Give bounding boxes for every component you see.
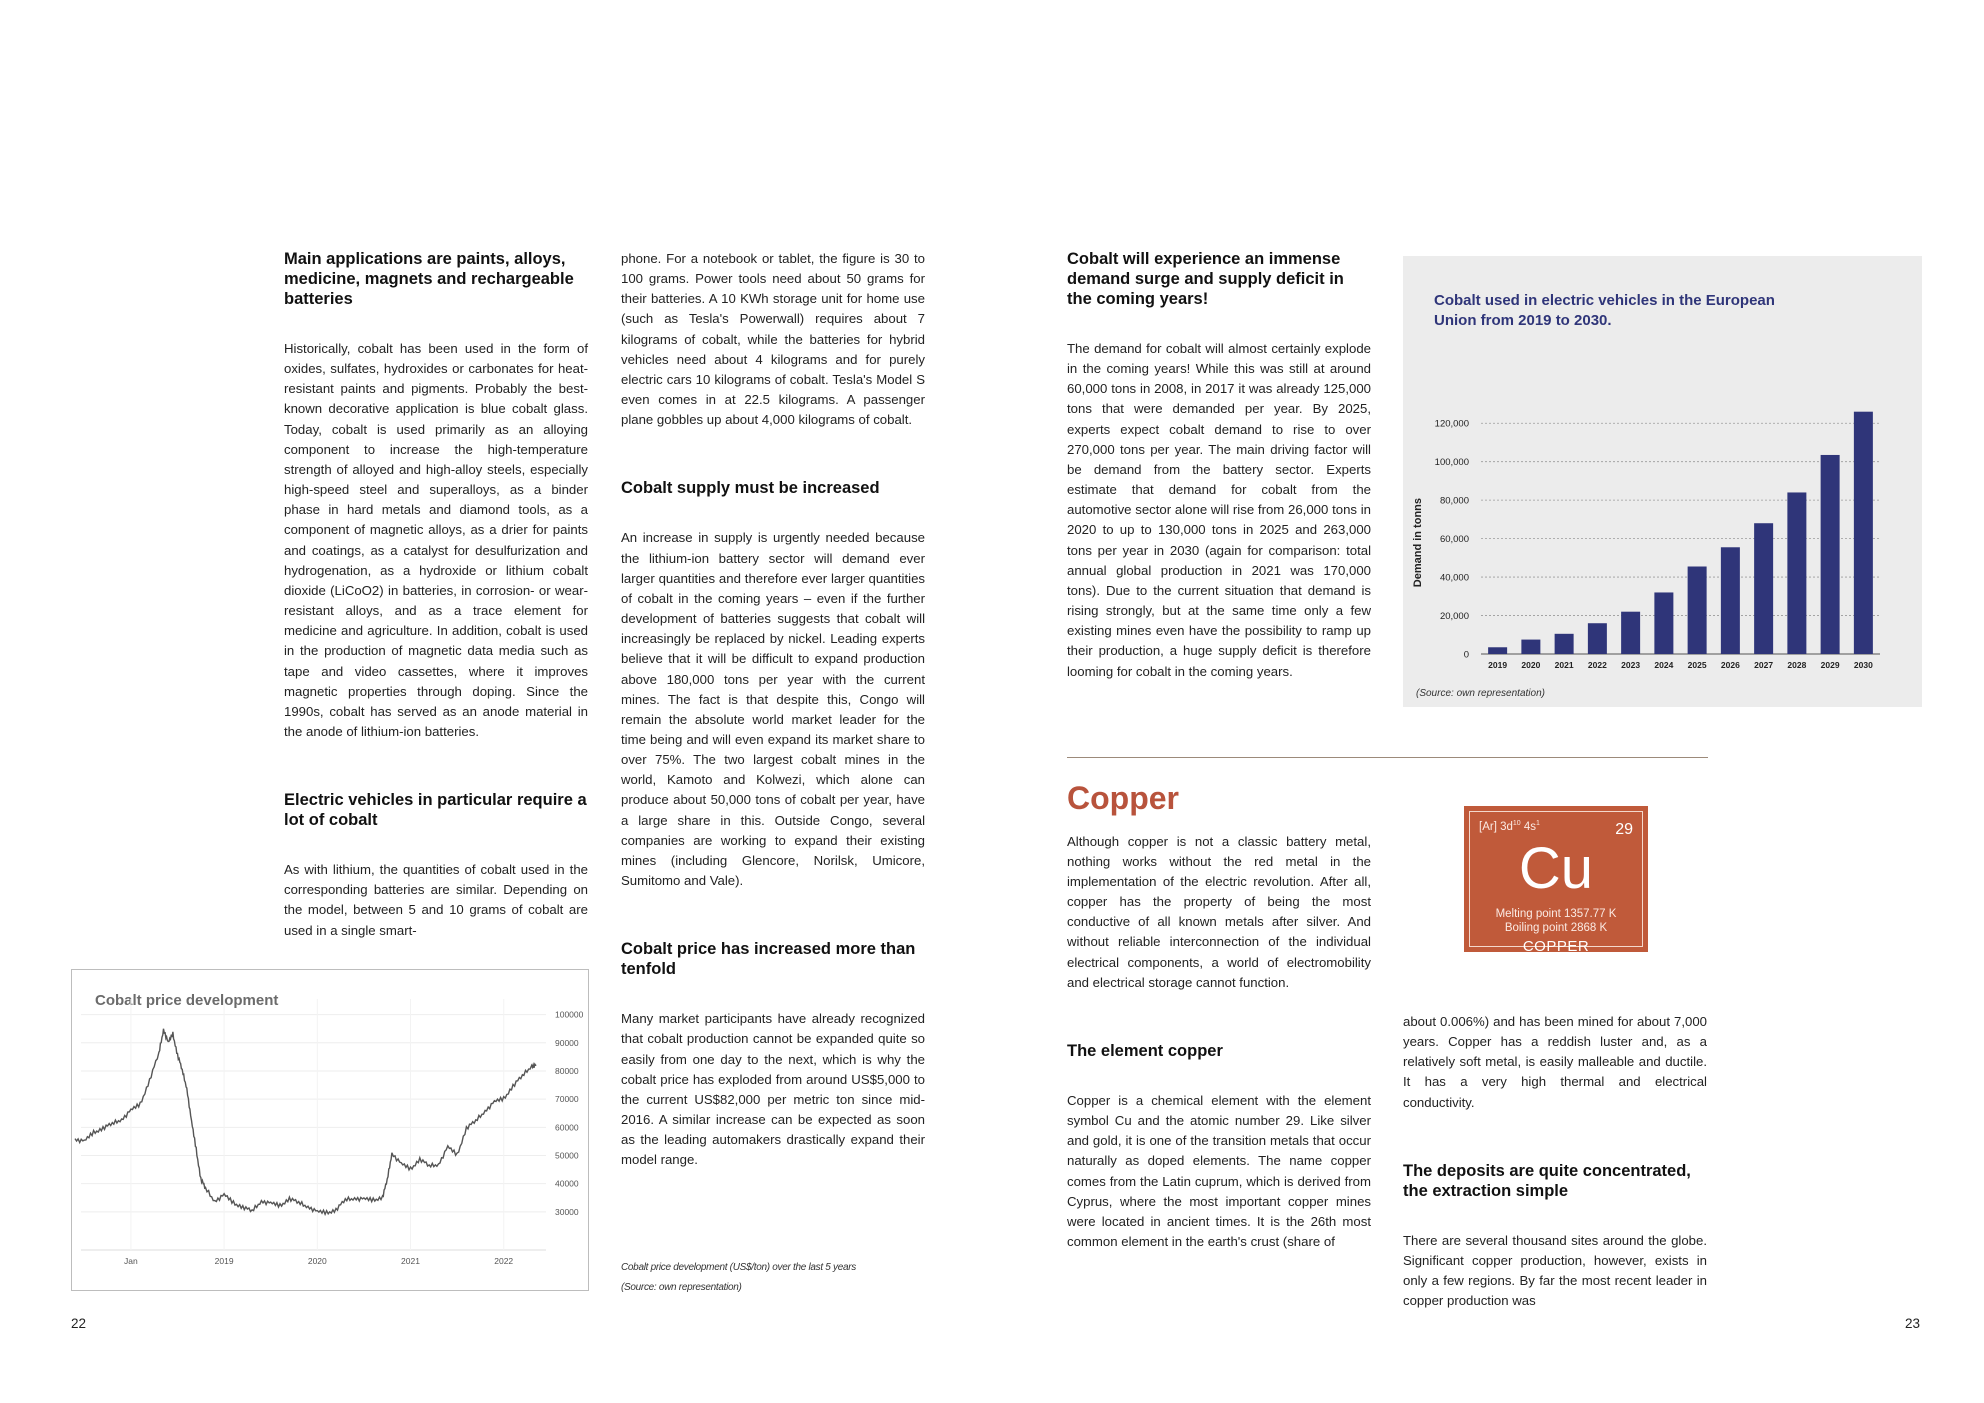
demand-ytick-label: 100,000 — [1434, 457, 1469, 469]
price-ytick-label: 40000 — [555, 1178, 579, 1189]
demand-ytick-label: 120,000 — [1434, 418, 1469, 430]
demand-xtick-label: 2025 — [1687, 660, 1707, 670]
demand-ytick-label: 40,000 — [1439, 572, 1469, 584]
page-number-right: 23 — [1905, 1316, 1921, 1331]
demand-xtick-label: 2030 — [1853, 660, 1873, 670]
demand-bar — [1821, 455, 1840, 654]
demand-bar — [1488, 647, 1507, 654]
section-divider — [1067, 757, 1708, 758]
heading-cobalt-supply: Cobalt supply must be increased — [621, 479, 880, 498]
paragraph-copper-properties: about 0.006%) and has been mined for about 7,000 years. Copper has a reddish luster and, as a relatively soft metal, is easily malleable and ductile. It has a very high thermal and electrical conductivity. — [1403, 1014, 1707, 1110]
demand-xtick-label: 2020 — [1521, 660, 1541, 670]
price-ytick-label: 100000 — [555, 1009, 584, 1020]
demand-bar — [1555, 634, 1574, 654]
price-chart-caption-line1: Cobalt price development (US$/ton) over the last 5 years — [621, 1262, 856, 1273]
atomic-number: 29 — [1615, 821, 1633, 838]
demand-chart-ylabel: Demand in tonns — [1412, 497, 1424, 588]
price-chart-title: Cobalt price development — [95, 992, 279, 1009]
heading-element-copper: The element copper — [1067, 1041, 1223, 1060]
demand-bar — [1854, 412, 1873, 654]
demand-bar — [1721, 547, 1740, 654]
paragraph-applications: Historically, cobalt has been used in the form of oxides, sulfates, hydroxides or carbonates for heat-resistant paints and pigments. Probably the best-known decorative application is blue cobalt glass. Today, cobalt is used primarily as an alloying component to increase the high-temperature strength of alloyed and high-alloy steels, especially high-speed steel and superalloys, as a binder phase in hard metals and diamond tools, as a component of magnetic alloys, as a drier for paints and coatings, as a catalyst for desulfurization and hydrogenation, as a hydroxide or lithium cobalt dioxide (LiCoO2) in batteries, in corrosion- or wear-resistant alloys, and as a trace element for medicine and agriculture. In addition, cobalt is used in the production of magnetic data media such as tape and video cassettes, where it improves magnetic properties through doping. Since the 1990s, cobalt has served as an anode material in the anode of lithium-ion batteries. — [284, 341, 588, 739]
demand-xtick-label: 2028 — [1787, 660, 1807, 670]
element-name: COPPER — [1522, 938, 1590, 955]
demand-bar — [1621, 612, 1640, 654]
column-4 — [1403, 1012, 1707, 1311]
demand-xtick-label: 2019 — [1488, 660, 1508, 670]
column-2 — [621, 249, 925, 1170]
price-xtick-label: 2019 — [214, 1256, 234, 1266]
price-ytick-label: 60000 — [555, 1122, 579, 1133]
demand-ytick-label: 60,000 — [1439, 534, 1469, 546]
demand-xtick-label: 2023 — [1621, 660, 1641, 670]
paragraph-element-copper: Copper is a chemical element with the element symbol Cu and the atomic number 29. Like silver and gold, it is one of the transition metals that occur naturally as doped elements. The name copper comes from the Latin cuprum, which is derived from Cyprus, where the most important copper mines were located in ancient times. It is the 26th most common element in the earth's crust (share of — [1067, 1092, 1371, 1249]
demand-bar — [1521, 640, 1540, 654]
page-number-left: 22 — [71, 1316, 87, 1331]
price-ytick-label: 50000 — [555, 1150, 579, 1161]
demand-xtick-label: 2022 — [1587, 660, 1607, 670]
heading-cobalt-price: Cobalt price has increased more than tenfold — [621, 940, 916, 979]
electron-configuration: [Ar] $3d^{10}$ $4s^1$ — [1479, 820, 1540, 833]
demand-ytick-label: 0 — [1463, 649, 1469, 661]
demand-bar — [1787, 492, 1806, 654]
price-chart-frame — [72, 970, 589, 1291]
demand-ytick-label: 20,000 — [1439, 611, 1469, 623]
price-ytick-label: 30000 — [555, 1206, 579, 1217]
price-xtick-label: Jan — [124, 1256, 138, 1266]
paragraph-cobalt-supply: An increase in supply is urgently needed because the lithium-ion battery sector will demand ever larger quantities and therefore ever larger quantities of cobalt in the coming years – even if the further development of batteries suggests that cobalt will increasingly be replaced by nickel. Leading experts believe that it will be difficult to expand production above 180,000 tons per year with the current mines. The fact is that despite this, Congo will remain the absolute world market leader for the time being and will even expand its market share to over 75%. The two largest cobalt mines in the world, Kamoto and Kolwezi, which alone can produce about 50,000 tons of cobalt per year, have a large share in this. Outside Congo, several companies are working to expand their existing mines (including Glencore, Norilsk, Umicore, Sumitomo and Vale). — [621, 530, 925, 889]
demand-bar — [1688, 567, 1707, 655]
price-chart-caption-line2: (Source: own representation) — [621, 1282, 742, 1293]
cobalt-price-chart-svg — [71, 969, 589, 1291]
demand-xtick-label: 2021 — [1554, 660, 1574, 670]
column-1 — [284, 249, 588, 941]
demand-bar — [1654, 592, 1673, 654]
paragraph-electric-vehicles: As with lithium, the quantities of cobalt used in the corresponding batteries are similar. Depending on the model, between 5 and 10 grams of cobalt are used in a single smart- — [284, 862, 588, 938]
melting-point: Melting point 1357.77 K — [1495, 908, 1617, 920]
price-ytick-label: 70000 — [555, 1094, 579, 1105]
heading-main-applications: Main applications are paints, alloys, medicine, magnets and rechargeable batteries — [284, 250, 574, 308]
paragraph-cobalt-quantities: phone. For a notebook or tablet, the figure is 30 to 100 grams. Power tools need about 50 grams for their batteries. A 10 KWh storage unit for home use (such as Tesla's Powerwall) requires about 7 kilograms of cobalt, while the batteries for hybrid vehicles need about 4 kilograms and for purely electric cars 10 kilograms of cobalt. Tesla's Model S even comes in at 22.5 kilograms. A passenger plane gobbles up about 4,000 kilograms of cobalt. — [621, 251, 925, 428]
price-xtick-label: 2021 — [401, 1256, 420, 1266]
copper-element-card — [1464, 806, 1648, 955]
heading-electric-vehicles: Electric vehicles in particular require a lot of cobalt — [284, 791, 587, 830]
demand-bar — [1588, 623, 1607, 654]
cobalt-price-chart — [71, 969, 589, 1291]
demand-chart-title-line2: Union from 2019 to 2030. — [1434, 312, 1612, 329]
paragraph-demand-surge: The demand for cobalt will almost certainly explode in the coming years! While this was still at around 60,000 tons in 2008, in 2017 it was already 125,000 tons that were demanded per year. By 2025, experts expect cobalt demand to rise to over 270,000 tons per year. The main driving factor will be demand from the battery sector. Experts estimate that demand for cobalt from the automotive sector alone will rise from 26,000 tons in 2020 to up to 130,000 tons in 2025 and 263,000 tons per year in 2030 (again for comparison: total annual global production in 2021 was 170,000 tons). Due to the current situation that demand is rising strongly, but at the same time only a few existing mines even have the possibility to ramp up their production, a huge supply deficit is therefore looming for cobalt in the coming years. — [1067, 341, 1371, 679]
price-xtick-label: 2020 — [307, 1256, 327, 1266]
heading-deposits: The deposits are quite concentrated, the extraction simple — [1403, 1161, 1691, 1200]
copper-title: Copper — [1067, 779, 1179, 816]
demand-xtick-label: 2024 — [1654, 660, 1674, 670]
ev-cobalt-demand-chart-svg — [1403, 256, 1922, 707]
price-ytick-label: 80000 — [555, 1065, 579, 1076]
demand-xtick-label: 2026 — [1720, 660, 1740, 670]
demand-xtick-label: 2027 — [1754, 660, 1774, 670]
element-symbol: Cu — [1518, 836, 1594, 901]
price-xtick-label: 2022 — [494, 1256, 514, 1266]
demand-ytick-label: 80,000 — [1439, 495, 1469, 507]
heading-demand-surge: Cobalt will experience an immense demand surge and supply deficit in the coming years! — [1067, 250, 1344, 308]
demand-xtick-label: 2029 — [1820, 660, 1840, 670]
ev-cobalt-demand-chart — [1403, 256, 1922, 707]
demand-chart-source: (Source: own representation) — [1416, 688, 1545, 699]
column-3 — [1067, 249, 1371, 1252]
demand-bar — [1754, 523, 1773, 654]
paragraph-copper-intro: Although copper is not a classic battery metal, nothing works without the red metal in the implementation of the electric revolution. After all, copper has the property of being the most conductive of all known metals after silver. And without reliable interconnection of the individual electrical components, a world of electromobility and electrical storage cannot function. — [1067, 833, 1371, 990]
paragraph-cobalt-price: Many market participants have already recognized that cobalt production cannot be expanded quite so easily from one day to the next, which is why the cobalt price has exploded from around US$5,000 to the current US$82,000 per metric ton since mid-2016. A similar increase can be expected as soon as the leading automakers drastically expand their model range. — [621, 1011, 925, 1168]
paragraph-deposits: There are several thousand sites around the globe. Significant copper production, however, exists in only a few regions. By far the most recent leader in copper production was — [1403, 1232, 1707, 1309]
price-chart-caption — [621, 1261, 941, 1295]
price-ytick-label: 90000 — [555, 1037, 579, 1048]
boiling-point: Boiling point 2868 K — [1504, 922, 1608, 934]
demand-chart-title-line1: Cobalt used in electric vehicles in the European — [1434, 292, 1775, 309]
